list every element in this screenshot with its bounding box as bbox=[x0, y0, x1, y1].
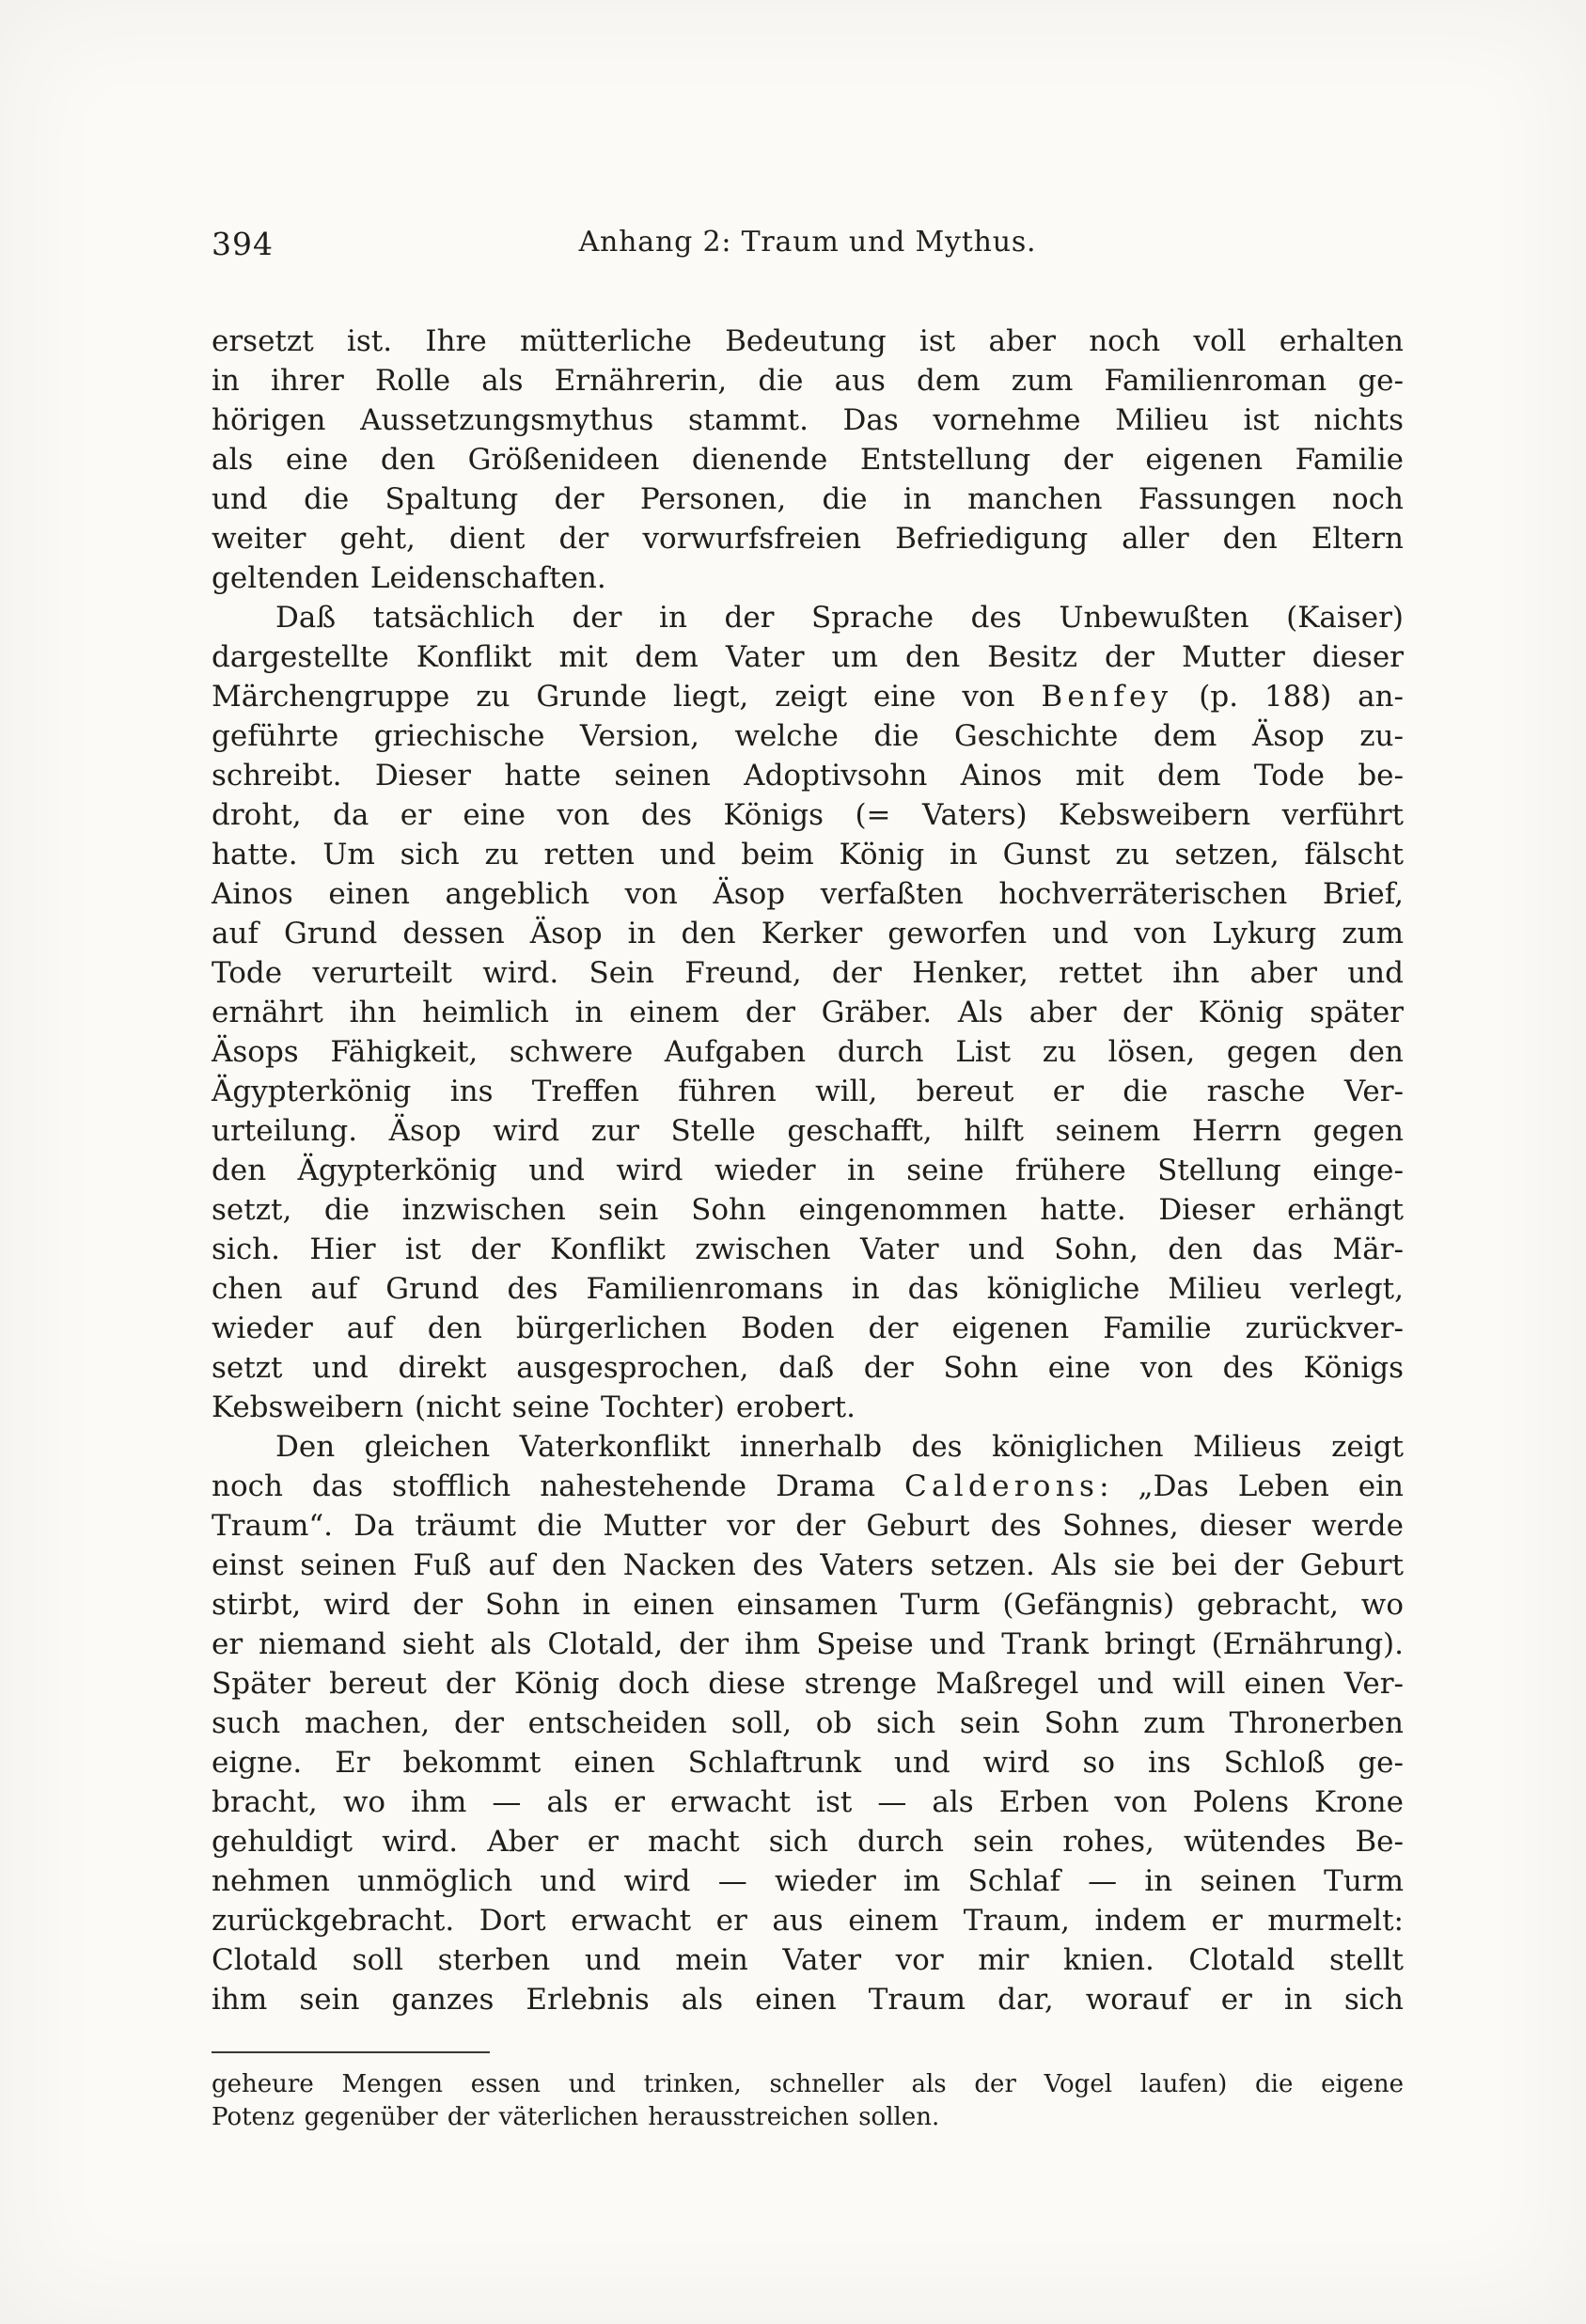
text-segment: schreibt. Dieser hatte seinen Adoptivsohn Ainos mit dem Tode be- bbox=[212, 759, 1404, 793]
paragraph bbox=[212, 1427, 1404, 2019]
text-segment: such machen, der entscheiden soll, ob sich sein Sohn zum Thronerben bbox=[212, 1706, 1404, 1740]
text-segment: : „Das Leben ein bbox=[1099, 1469, 1405, 1503]
text-segment: ihm sein ganzes Erlebnis als einen Traum dar, worauf er in sich bbox=[212, 1983, 1404, 2017]
text-segment: Märchengruppe zu Grunde liegt, zeigt eine von bbox=[212, 680, 1042, 714]
footnote bbox=[212, 2068, 1404, 2134]
text-segment: sich. Hier ist der Konflikt zwischen Vater und Sohn, den das Mär- bbox=[212, 1233, 1404, 1266]
text-line bbox=[212, 1230, 1404, 1269]
text-line bbox=[212, 835, 1404, 874]
body-text bbox=[212, 322, 1404, 2019]
text-segment: als eine den Größenideen dienende Entstellung der eigenen Familie bbox=[212, 443, 1404, 477]
text-line bbox=[212, 637, 1404, 677]
text-line bbox=[212, 1467, 1404, 1506]
text-line bbox=[212, 1585, 1404, 1625]
text-line bbox=[212, 1704, 1404, 1743]
text-line bbox=[212, 993, 1404, 1032]
text-line bbox=[212, 1546, 1404, 1585]
text-segment: Ainos einen angeblich von Äsop verfaßten hochverräterischen Brief, bbox=[212, 877, 1404, 911]
text-segment: hatte. Um sich zu retten und beim König in Gunst zu setzen, fälscht bbox=[212, 838, 1404, 872]
text-segment: weiter geht, dient der vorwurfsfreien Befriedigung aller den Eltern bbox=[212, 522, 1404, 556]
text-segment: setzt, die inzwischen sein Sohn eingenommen hatte. Dieser erhängt bbox=[212, 1193, 1404, 1227]
running-title: Anhang 2: Traum und Mythus. bbox=[578, 226, 1037, 259]
text-segment: (p. 188) an- bbox=[1172, 680, 1404, 714]
text-line bbox=[212, 1901, 1404, 1940]
text-segment: geheure Mengen essen und trinken, schneller als der Vogel laufen) die eigene bbox=[212, 2070, 1404, 2098]
text-segment: Äsops Fähigkeit, schwere Aufgaben durch List zu lösen, gegen den bbox=[212, 1035, 1404, 1069]
text-line bbox=[212, 795, 1404, 835]
text-line bbox=[212, 1427, 1404, 1467]
text-line bbox=[212, 440, 1404, 479]
text-segment: geltenden Leidenschaften. bbox=[212, 561, 606, 595]
paragraph bbox=[212, 598, 1404, 1427]
text-line bbox=[212, 598, 1404, 637]
text-segment: geführte griechische Version, welche die Geschichte dem Äsop zu- bbox=[212, 719, 1404, 753]
text-line bbox=[212, 1506, 1404, 1546]
text-segment: Tode verurteilt wird. Sein Freund, der Henker, rettet ihn aber und bbox=[212, 956, 1404, 990]
text-segment: Ägypterkönig ins Treffen führen will, bereut er die rasche Ver- bbox=[212, 1075, 1404, 1108]
text-segment: droht, da er eine von des Königs (= Vaters) Kebsweibern verführt bbox=[212, 798, 1404, 832]
text-line bbox=[212, 1309, 1404, 1348]
text-line bbox=[212, 1348, 1404, 1388]
text-segment: noch das stofflich nahestehende Drama bbox=[212, 1469, 905, 1503]
text-segment: Clotald soll sterben und mein Vater vor mir knien. Clotald stellt bbox=[212, 1943, 1404, 1977]
text-segment: Später bereut der König doch diese strenge Maßregel und will einen Ver- bbox=[212, 1667, 1404, 1701]
text-line bbox=[212, 361, 1404, 400]
text-segment: er niemand sieht als Clotald, der ihm Speise und Trank bringt (Ernährung). bbox=[212, 1627, 1404, 1661]
text-line bbox=[212, 1940, 1404, 1980]
text-line bbox=[212, 519, 1404, 558]
text-line bbox=[212, 479, 1404, 519]
text-segment: hörigen Aussetzungsmythus stammt. Das vornehme Milieu ist nichts bbox=[212, 403, 1404, 437]
text-line bbox=[212, 2101, 1404, 2134]
text-line bbox=[212, 1861, 1404, 1901]
text-line bbox=[212, 1111, 1404, 1151]
text-segment: dargestellte Konflikt mit dem Vater um den Besitz der Mutter dieser bbox=[212, 640, 1404, 674]
text-segment: Potenz gegenüber der väterlichen herausstreichen sollen. bbox=[212, 2103, 940, 2131]
text-segment: zurückgebracht. Dort erwacht er aus einem Traum, indem er murmelt: bbox=[212, 1904, 1404, 1938]
text-line bbox=[212, 322, 1404, 361]
text-line bbox=[212, 677, 1404, 716]
text-line bbox=[212, 400, 1404, 440]
text-line bbox=[212, 1151, 1404, 1190]
text-line bbox=[212, 716, 1404, 756]
text-line bbox=[212, 1625, 1404, 1664]
text-line bbox=[212, 1269, 1404, 1309]
page-number: 394 bbox=[212, 226, 274, 262]
letterspaced-name: Benfey bbox=[1041, 680, 1173, 714]
text-line bbox=[212, 1190, 1404, 1230]
text-segment: Traum“. Da träumt die Mutter vor der Geburt des Sohnes, dieser werde bbox=[212, 1509, 1404, 1543]
text-segment: eigne. Er bekommt einen Schlaftrunk und wird so ins Schloß ge- bbox=[212, 1746, 1404, 1780]
text-segment: den Ägypterkönig und wird wieder in seine frühere Stellung einge- bbox=[212, 1154, 1404, 1187]
text-line bbox=[212, 1782, 1404, 1822]
text-line bbox=[212, 953, 1404, 993]
text-line bbox=[212, 1980, 1404, 2019]
text-segment: urteilung. Äsop wird zur Stelle geschafft, hilft seinem Herrn gegen bbox=[212, 1114, 1404, 1148]
text-segment: gehuldigt wird. Aber er macht sich durch sein rohes, wütendes Be- bbox=[212, 1825, 1404, 1859]
footnote-paragraph bbox=[212, 2068, 1404, 2134]
text-segment: und die Spaltung der Personen, die in manchen Fassungen noch bbox=[212, 482, 1404, 516]
text-line bbox=[212, 874, 1404, 914]
text-line bbox=[212, 2068, 1404, 2101]
text-line bbox=[212, 914, 1404, 953]
text-line bbox=[212, 1032, 1404, 1072]
page-header bbox=[212, 226, 1404, 267]
text-block bbox=[212, 226, 1404, 2134]
text-segment: chen auf Grund des Familienromans in das königliche Milieu verlegt, bbox=[212, 1272, 1404, 1306]
text-segment: stirbt, wird der Sohn in einen einsamen Turm (Gefängnis) gebracht, wo bbox=[212, 1588, 1404, 1622]
text-segment: bracht, wo ihm — als er erwacht ist — als Erben von Polens Krone bbox=[212, 1785, 1404, 1819]
text-segment: setzt und direkt ausgesprochen, daß der Sohn eine von des Königs bbox=[212, 1351, 1404, 1385]
footnote-separator bbox=[212, 2051, 490, 2053]
letterspaced-name: Calderons bbox=[904, 1469, 1100, 1503]
text-line bbox=[212, 756, 1404, 795]
text-line bbox=[212, 1072, 1404, 1111]
text-segment: ernährt ihn heimlich in einem der Gräber. Als aber der König später bbox=[212, 996, 1404, 1029]
text-segment: Den gleichen Vaterkonflikt innerhalb des königlichen Milieus zeigt bbox=[275, 1430, 1404, 1464]
text-line bbox=[212, 1664, 1404, 1704]
text-segment: auf Grund dessen Äsop in den Kerker geworfen und von Lykurg zum bbox=[212, 917, 1404, 950]
text-segment: in ihrer Rolle als Ernährerin, die aus dem zum Familienroman ge- bbox=[212, 364, 1404, 398]
text-line bbox=[212, 1743, 1404, 1782]
text-segment: nehmen unmöglich und wird — wieder im Schlaf — in seinen Turm bbox=[212, 1864, 1404, 1898]
text-segment: ersetzt ist. Ihre mütterliche Bedeutung ist aber noch voll erhalten bbox=[212, 324, 1404, 358]
paragraph bbox=[212, 322, 1404, 598]
text-line bbox=[212, 1388, 1404, 1427]
text-line bbox=[212, 1822, 1404, 1861]
text-segment: Daß tatsächlich der in der Sprache des Unbewußten (Kaiser) bbox=[275, 601, 1404, 635]
text-segment: Kebsweibern (nicht seine Tochter) erobert. bbox=[212, 1390, 856, 1424]
text-segment: einst seinen Fuß auf den Nacken des Vaters setzen. Als sie bei der Geburt bbox=[212, 1548, 1404, 1582]
text-line bbox=[212, 558, 1404, 598]
text-segment: wieder auf den bürgerlichen Boden der eigenen Familie zurückver- bbox=[212, 1311, 1404, 1345]
